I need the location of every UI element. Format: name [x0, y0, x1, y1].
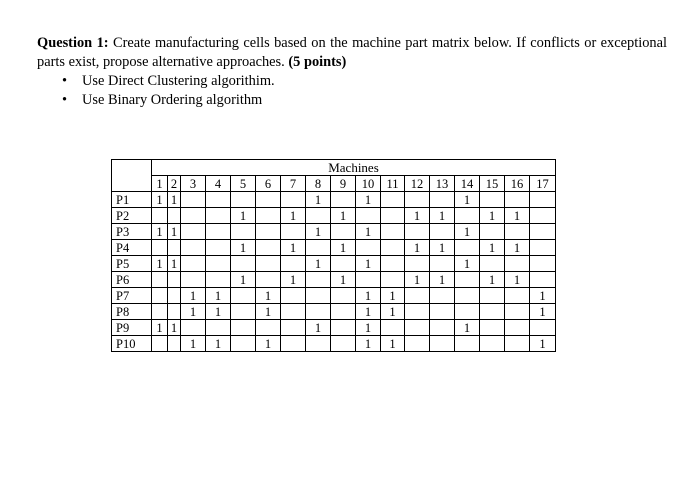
part-row [112, 304, 556, 320]
part-label: P1 [112, 192, 152, 208]
matrix-cell [281, 288, 306, 304]
machine-number: 14 [455, 176, 480, 192]
matrix-cell: 1 [381, 304, 405, 320]
matrix-cell: 1 [405, 240, 430, 256]
matrix-cell: 1 [530, 288, 556, 304]
part-label: P7 [112, 288, 152, 304]
matrix-cell [206, 224, 231, 240]
part-label: P3 [112, 224, 152, 240]
matrix-cell [455, 304, 480, 320]
matrix-cell [455, 288, 480, 304]
matrix-cell: 1 [356, 304, 381, 320]
matrix-cell [405, 336, 430, 352]
matrix-cell: 1 [256, 288, 281, 304]
matrix-cell: 1 [256, 336, 281, 352]
matrix-cell: 1 [331, 208, 356, 224]
matrix-cell [381, 240, 405, 256]
matrix-cell: 1 [306, 256, 331, 272]
part-label: P10 [112, 336, 152, 352]
machine-number: 17 [530, 176, 556, 192]
part-label: P6 [112, 272, 152, 288]
machine-number: 5 [231, 176, 256, 192]
matrix-cell [356, 272, 381, 288]
part-row [112, 192, 556, 208]
part-row [112, 336, 556, 352]
matrix-cell: 1 [356, 192, 381, 208]
matrix-cell: 1 [480, 208, 505, 224]
matrix-cell: 1 [206, 288, 231, 304]
matrix-cell [231, 288, 256, 304]
matrix-cell [231, 320, 256, 336]
matrix-cell [152, 336, 168, 352]
matrix-cell [430, 336, 455, 352]
matrix-cell [256, 208, 281, 224]
matrix-cell: 1 [206, 336, 231, 352]
matrix-cell [480, 256, 505, 272]
matrix-cell: 1 [152, 192, 168, 208]
matrix-cell [530, 224, 556, 240]
matrix-cell [356, 240, 381, 256]
matrix-cell [181, 320, 206, 336]
matrix-cell: 1 [505, 240, 530, 256]
matrix-cell [505, 192, 530, 208]
matrix-cell [231, 256, 256, 272]
matrix-cell [381, 192, 405, 208]
matrix-cell [331, 256, 356, 272]
question-body: Create manufacturing cells based on the machine part matrix below. If conflicts or exceptional parts exist, propose alternative approaches. [37, 35, 667, 70]
matrix-cell [231, 224, 256, 240]
matrix-cell [480, 192, 505, 208]
matrix-cell [530, 192, 556, 208]
matrix-cell [430, 224, 455, 240]
matrix-cell [530, 320, 556, 336]
instruction-list [62, 72, 275, 110]
matrix-cell [455, 208, 480, 224]
matrix-cell [152, 288, 168, 304]
matrix-cell [331, 320, 356, 336]
matrix-cell [206, 208, 231, 224]
matrix-cell [256, 272, 281, 288]
matrix-cell: 1 [168, 256, 181, 272]
matrix-cell [505, 256, 530, 272]
matrix-cell [152, 240, 168, 256]
matrix-cell [206, 272, 231, 288]
matrix-cell [405, 224, 430, 240]
matrix-cell: 1 [181, 288, 206, 304]
matrix-cell: 1 [306, 224, 331, 240]
part-label: P8 [112, 304, 152, 320]
matrix-cell: 1 [306, 320, 331, 336]
matrix-cell [405, 256, 430, 272]
part-label: P9 [112, 320, 152, 336]
matrix-cell [256, 224, 281, 240]
matrix-cell: 1 [256, 304, 281, 320]
matrix-cell [206, 192, 231, 208]
matrix-cell: 1 [331, 240, 356, 256]
instruction-item: • Use Binary Ordering algorithm [62, 91, 275, 110]
matrix-cell [152, 304, 168, 320]
matrix-cell [306, 240, 331, 256]
matrix-cell [306, 336, 331, 352]
matrix-cell [152, 208, 168, 224]
matrix-cell [505, 304, 530, 320]
matrix-cell [306, 208, 331, 224]
matrix-cell: 1 [152, 224, 168, 240]
matrix-cell [206, 320, 231, 336]
matrix-cell [306, 304, 331, 320]
machine-number: 6 [256, 176, 281, 192]
matrix-cell [480, 320, 505, 336]
machine-number: 3 [181, 176, 206, 192]
part-label: P5 [112, 256, 152, 272]
question-text [37, 34, 667, 72]
matrix-cell [168, 272, 181, 288]
matrix-cell: 1 [168, 224, 181, 240]
matrix-cell: 1 [381, 336, 405, 352]
matrix-cell: 1 [181, 304, 206, 320]
part-label: P4 [112, 240, 152, 256]
matrix-cell [480, 336, 505, 352]
machine-number: 16 [505, 176, 530, 192]
matrix-cell [381, 256, 405, 272]
matrix-cell: 1 [480, 272, 505, 288]
matrix-cell: 1 [168, 192, 181, 208]
matrix-cell: 1 [231, 272, 256, 288]
matrix-cell: 1 [152, 320, 168, 336]
matrix-cell [256, 256, 281, 272]
matrix-cell: 1 [331, 272, 356, 288]
matrix-cell [168, 336, 181, 352]
matrix-cell [281, 336, 306, 352]
part-row [112, 320, 556, 336]
part-row [112, 208, 556, 224]
matrix-cell: 1 [231, 208, 256, 224]
matrix-cell [331, 304, 356, 320]
instruction-item: • Use Direct Clustering algorithim. [62, 72, 275, 91]
matrix-cell [256, 240, 281, 256]
matrix-cell [181, 272, 206, 288]
matrix-cell [231, 192, 256, 208]
matrix-cell [181, 192, 206, 208]
matrix-cell: 1 [505, 272, 530, 288]
part-row [112, 256, 556, 272]
matrix-cell [168, 288, 181, 304]
matrix-cell: 1 [480, 240, 505, 256]
matrix-cell [306, 272, 331, 288]
matrix-cell: 1 [152, 256, 168, 272]
matrix-cell [181, 224, 206, 240]
machine-number: 1 [152, 176, 168, 192]
matrix-cell [530, 240, 556, 256]
matrix-cell [455, 336, 480, 352]
matrix-cell [256, 320, 281, 336]
machine-part-matrix [111, 159, 556, 352]
matrix-cell [505, 336, 530, 352]
matrix-cell [455, 272, 480, 288]
matrix-cell [181, 240, 206, 256]
matrix-cell [206, 256, 231, 272]
part-row [112, 272, 556, 288]
matrix-cell [505, 224, 530, 240]
matrix-cell [331, 192, 356, 208]
matrix-cell: 1 [206, 304, 231, 320]
matrix-cell [405, 304, 430, 320]
machine-number: 4 [206, 176, 231, 192]
matrix-cell: 1 [281, 272, 306, 288]
machine-number: 13 [430, 176, 455, 192]
matrix-cell [381, 272, 405, 288]
machine-number: 9 [331, 176, 356, 192]
matrix-cell [480, 288, 505, 304]
matrix-cell [480, 304, 505, 320]
part-row [112, 288, 556, 304]
matrix-cell [181, 256, 206, 272]
part-row [112, 240, 556, 256]
matrix-cell [430, 304, 455, 320]
matrix-cell: 1 [168, 320, 181, 336]
matrix-cell [430, 256, 455, 272]
matrix-cell: 1 [455, 224, 480, 240]
matrix-cell [168, 240, 181, 256]
question-label: Question 1: [37, 35, 109, 51]
matrix-cell: 1 [405, 272, 430, 288]
matrix-cell [405, 288, 430, 304]
matrix-cell: 1 [356, 224, 381, 240]
matrix-cell: 1 [356, 336, 381, 352]
matrix-cell: 1 [530, 336, 556, 352]
matrix-cell [281, 320, 306, 336]
matrix-cell [306, 288, 331, 304]
matrix-cell [480, 224, 505, 240]
matrix-cell [530, 208, 556, 224]
machines-header: Machines [152, 160, 556, 176]
matrix-cell [206, 240, 231, 256]
matrix-cell [430, 288, 455, 304]
matrix-cell: 1 [356, 288, 381, 304]
matrix-cell [381, 320, 405, 336]
matrix-cell: 1 [430, 272, 455, 288]
matrix-cell [281, 192, 306, 208]
matrix-cell [181, 208, 206, 224]
matrix-cell [430, 192, 455, 208]
matrix-cell [331, 336, 356, 352]
matrix-cell [530, 272, 556, 288]
matrix-cell [281, 256, 306, 272]
machine-number: 7 [281, 176, 306, 192]
matrix-cell: 1 [455, 256, 480, 272]
machine-number-row [112, 176, 556, 192]
matrix-cell [168, 208, 181, 224]
matrix-cell: 1 [306, 192, 331, 208]
machine-number: 15 [480, 176, 505, 192]
machine-number: 10 [356, 176, 381, 192]
matrix-cell [505, 320, 530, 336]
matrix-cell [505, 288, 530, 304]
matrix-cell [256, 192, 281, 208]
matrix-cell [430, 320, 455, 336]
matrix-cell [168, 304, 181, 320]
matrix-cell [405, 320, 430, 336]
matrix-cell: 1 [430, 240, 455, 256]
matrix-cell [381, 224, 405, 240]
matrix-cell: 1 [455, 192, 480, 208]
machine-number: 8 [306, 176, 331, 192]
matrix-cell [381, 208, 405, 224]
matrix-cell [231, 336, 256, 352]
matrix-cell: 1 [505, 208, 530, 224]
matrix-cell: 1 [381, 288, 405, 304]
matrix-cell [281, 304, 306, 320]
matrix-cell [331, 288, 356, 304]
matrix-cell: 1 [356, 320, 381, 336]
machine-number: 12 [405, 176, 430, 192]
machine-number: 2 [168, 176, 181, 192]
matrix-cell [530, 256, 556, 272]
matrix-cell: 1 [181, 336, 206, 352]
machine-number: 11 [381, 176, 405, 192]
part-row [112, 224, 556, 240]
question-points: (5 points) [288, 54, 347, 70]
matrix-cell: 1 [530, 304, 556, 320]
matrix-cell [152, 272, 168, 288]
matrix-cell: 1 [231, 240, 256, 256]
matrix-cell [231, 304, 256, 320]
matrix-cell: 1 [281, 208, 306, 224]
matrix-cell: 1 [356, 256, 381, 272]
part-label: P2 [112, 208, 152, 224]
matrix-cell [281, 224, 306, 240]
matrix-cell: 1 [405, 208, 430, 224]
matrix-cell: 1 [455, 320, 480, 336]
matrix-cell [331, 224, 356, 240]
matrix-corner-cell [112, 160, 152, 192]
matrix-cell: 1 [430, 208, 455, 224]
matrix-title-row [112, 160, 556, 176]
matrix-cell [356, 208, 381, 224]
matrix-cell: 1 [281, 240, 306, 256]
matrix-cell [455, 240, 480, 256]
matrix-cell [405, 192, 430, 208]
